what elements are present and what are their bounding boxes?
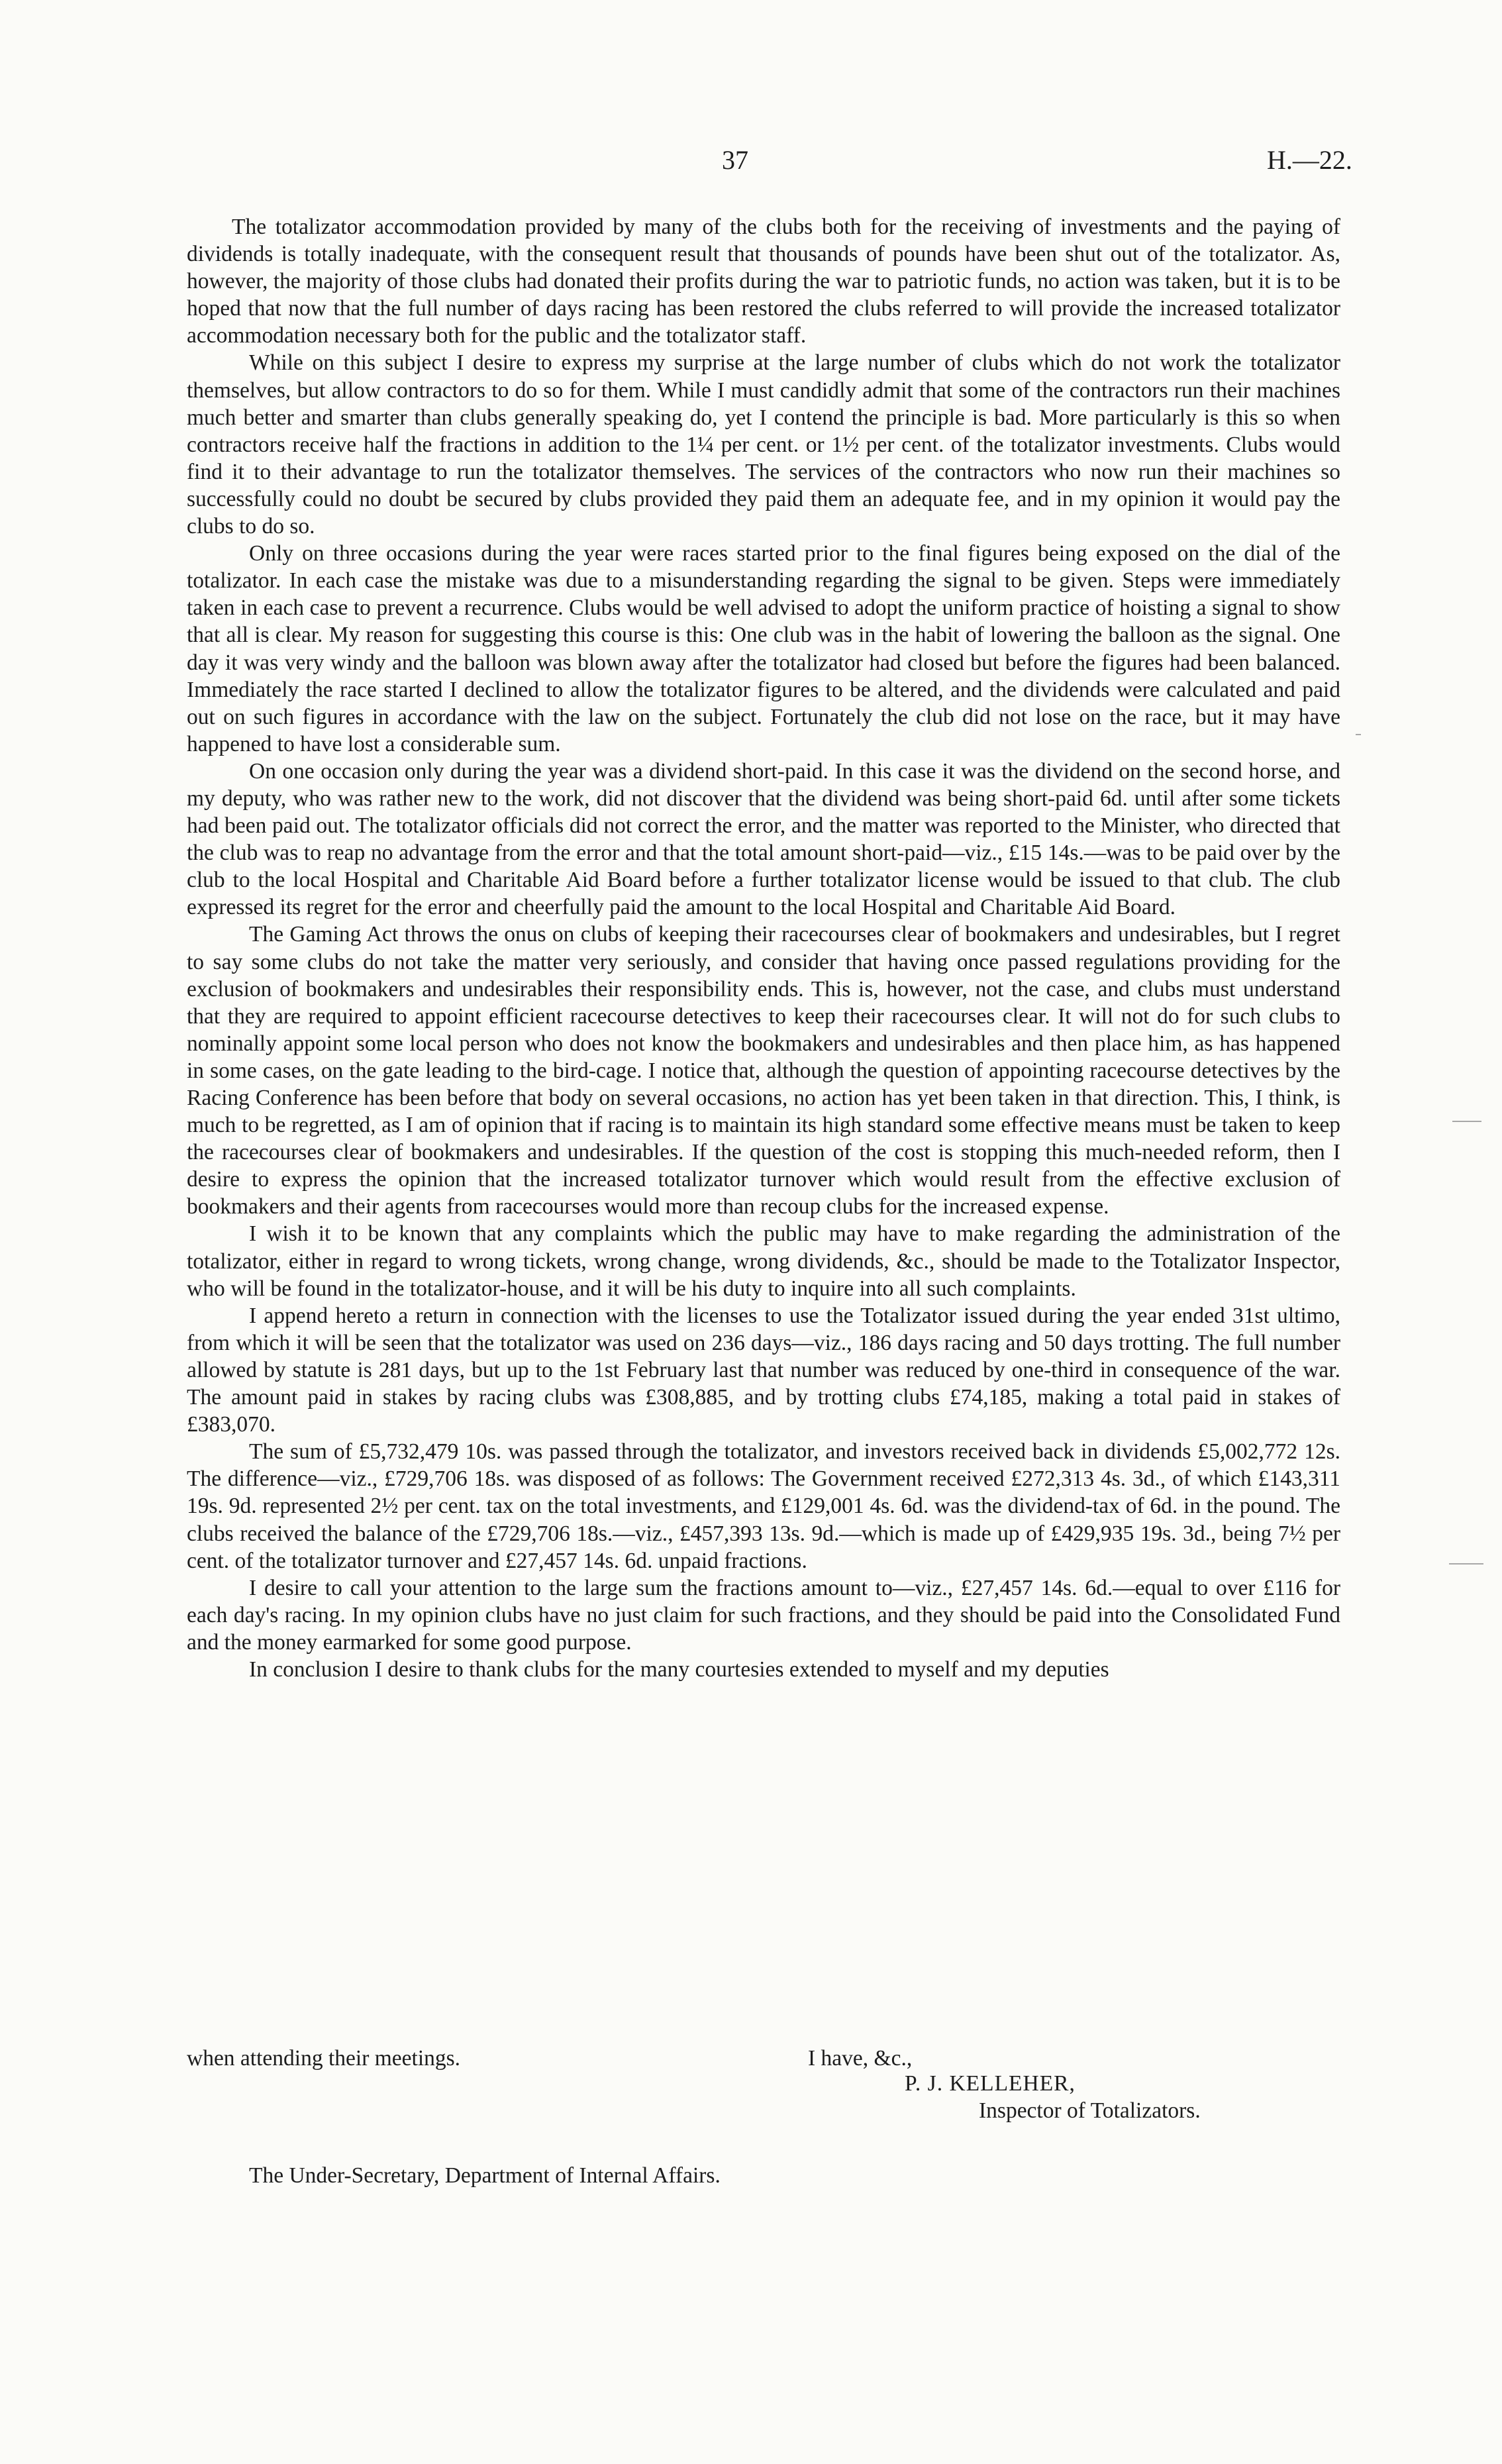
margin-mark <box>1449 1563 1483 1565</box>
page-header <box>0 144 1502 184</box>
salutation: I have, &c., <box>808 2046 913 2071</box>
margin-mark <box>1356 734 1361 735</box>
paragraph-licenses-return: I append hereto a return in connection with the licenses to use the Totalizator issued during the year ended 31st ultimo, from which it will be seen that the totalizator was used on 236 days—viz., 186 days racing and 50 days trotting. The full number allowed by statute is 281 days, but up to the 1st February last that number was reduced by one-third in consequence of the war. The amount paid in stakes by racing clubs was £308,885, and by trotting clubs £74,185, making a total paid in stakes of £383,070. <box>187 1303 1340 1437</box>
signatory-title: Inspector of Totalizators. <box>979 2098 1201 2124</box>
paragraph-short-paid: On one occasion only during the year was a dividend short-paid. In this case it was the dividend on the second horse, and my deputy, who was rather new to the work, did not discover that the dividend was being short-paid 6d. until after some tickets had been paid out. The totalizator officials did not correct the error, and the matter was reported to the Minister, who directed that the club was to reap no advantage from the error and that the total amount short-paid—viz., £15 14s.—was to be paid over by the club to the local Hospital and Charitable Aid Board before a further totalizator license would be issued to that club. The club expressed its regret for the error and cheerfully paid the amount to the local Hospital and Charitable Aid Board. <box>187 758 1340 920</box>
paragraph-race-start: Only on three occasions during the year were races started prior to the final figures being exposed on the dial of the totalizator. In each case the mistake was due to a misunderstanding regarding the signal to be given. Steps were immediately taken in each case to prevent a recurrence. Clubs would be well advised to adopt the uniform practice of hoisting a signal to show that all is clear. My reason for suggesting this course is this: One club was in the habit of lowering the balloon as the signal. One day it was very windy and the balloon was blown away after the totalizator had closed but before the figures had been balanced. Immediately the race started I declined to allow the totalizator figures to be altered, and the dividends were calculated and paid out on such figures in accordance with the law on the subject. Fortunately the club did not lose on the race, but it may have happened to have lost a considerable sum. <box>187 541 1340 756</box>
paragraph-accommodation: The totalizator accommodation provided by many of the clubs both for the receiving of investments and the paying of dividends is totally inadequate, with the consequent result that thousands of pounds have been shut out of the totalizator. As, however, the majority of those clubs had donated their profits during the war to patriotic funds, no action was taken, but it is to be hoped that now that the full number of days racing has been restored the clubs referred to will provide the increased totalizator accommodation necessary both for the public and the totalizator staff. <box>187 215 1340 348</box>
closing-line <box>187 2045 1340 2072</box>
paragraph-bookmakers: The Gaming Act throws the onus on clubs of keeping their racecourses clear of bookmakers and undesirables, but I regret to say some clubs do not take the matter very seriously, and consider that having once passed regulations providing for the exclusion of bookmakers and undesirables their responsibility ends. This is, however, not the case, and clubs must understand that they are required to appoint efficient racecourse detectives to keep their racecourses clear. It will not do for such clubs to nominally appoint some local person who does not know the bookmakers and undesirables and then place him, as has happened in some cases, on the gate leading to the bird-cage. I notice that, although the question of appointing racecourse detectives by the Racing Conference has been before that body on several occasions, no action has yet been taken in that direction. This, I think, is much to be regretted, as I am of opinion that if racing is to maintain its high standard some effective means must be taken to keep the racecourses clear of bookmakers and undesirables. If the question of the cost is stopping this much-needed reform, then I desire to express the opinion that the increased totalizator turnover which would result from the effective exclusion of bookmakers and their agents from racecourses would more than recoup clubs for the increased expense. <box>187 922 1340 1219</box>
addressee: The Under-Secretary, Department of Internal Affairs. <box>249 2163 721 2188</box>
paragraph-conclusion: In conclusion I desire to thank clubs for the many courtesies extended to myself and my deputies <box>249 1657 1109 1682</box>
paragraph-complaints: I wish it to be known that any complaints which the public may have to make regarding the administration of the totalizator, either in regard to wrong tickets, wrong change, wrong dividends, &c., should be made to the Totalizator Inspector, who will be found in the totalizator-house, and it will be his duty to inquire into all such complaints. <box>187 1221 1340 1301</box>
paragraph-contractors: While on this subject I desire to express my surprise at the large number of clubs which do not work the totalizator themselves, but allow contractors to do so for them. While I must candidly admit that some of the contractors run their machines much better and smarter than clubs generally speaking do, yet I contend the principle is bad. More particularly is this so when contractors receive half the fractions in addition to the 1¼ per cent. or 1½ per cent. of the totalizator investments. Clubs would find it to their advantage to run the totalizator themselves. The services of the contractors who now run their machines so successfully could no doubt be secured by clubs provided they paid them an adequate fee, and in my opinion it would pay the clubs to do so. <box>187 350 1340 539</box>
margin-mark <box>1452 1121 1481 1122</box>
closing-text: when attending their meetings. <box>187 2046 461 2071</box>
paragraph-investments: The sum of £5,732,479 10s. was passed through the totalizator, and investors received back in dividends £5,002,772 12s. The difference—viz., £729,706 18s. was disposed of as follows: The Government received £272,313 4s. 3d., of which £143,311 19s. 9d. represented 2½ per cent. tax on the total investments, and £129,001 4s. 6d. was the dividend-tax of 6d. in the pound. The clubs received the balance of the £729,706 18s.—viz., £457,393 13s. 9d.—which is made up of £429,935 19s. 3d., being 7½ per cent. of the totalizator turnover and £27,457 14s. 6d. unpaid fractions. <box>187 1439 1340 1573</box>
signatory-name: P. J. KELLEHER, <box>905 2071 1076 2096</box>
paragraph-fractions: I desire to call your attention to the large sum the fractions amount to—viz., £27,457 14s. 6d.—equal to over £116 for each day's racing. In my opinion clubs have no just claim for such fractions, and they should be paid into the Consolidated Fund and the money earmarked for some good purpose. <box>187 1575 1340 1655</box>
page-number: 37 <box>722 145 748 175</box>
document-reference: H.—22. <box>1267 145 1352 175</box>
report-body <box>187 213 1340 1683</box>
signature-block <box>905 2070 1201 2124</box>
